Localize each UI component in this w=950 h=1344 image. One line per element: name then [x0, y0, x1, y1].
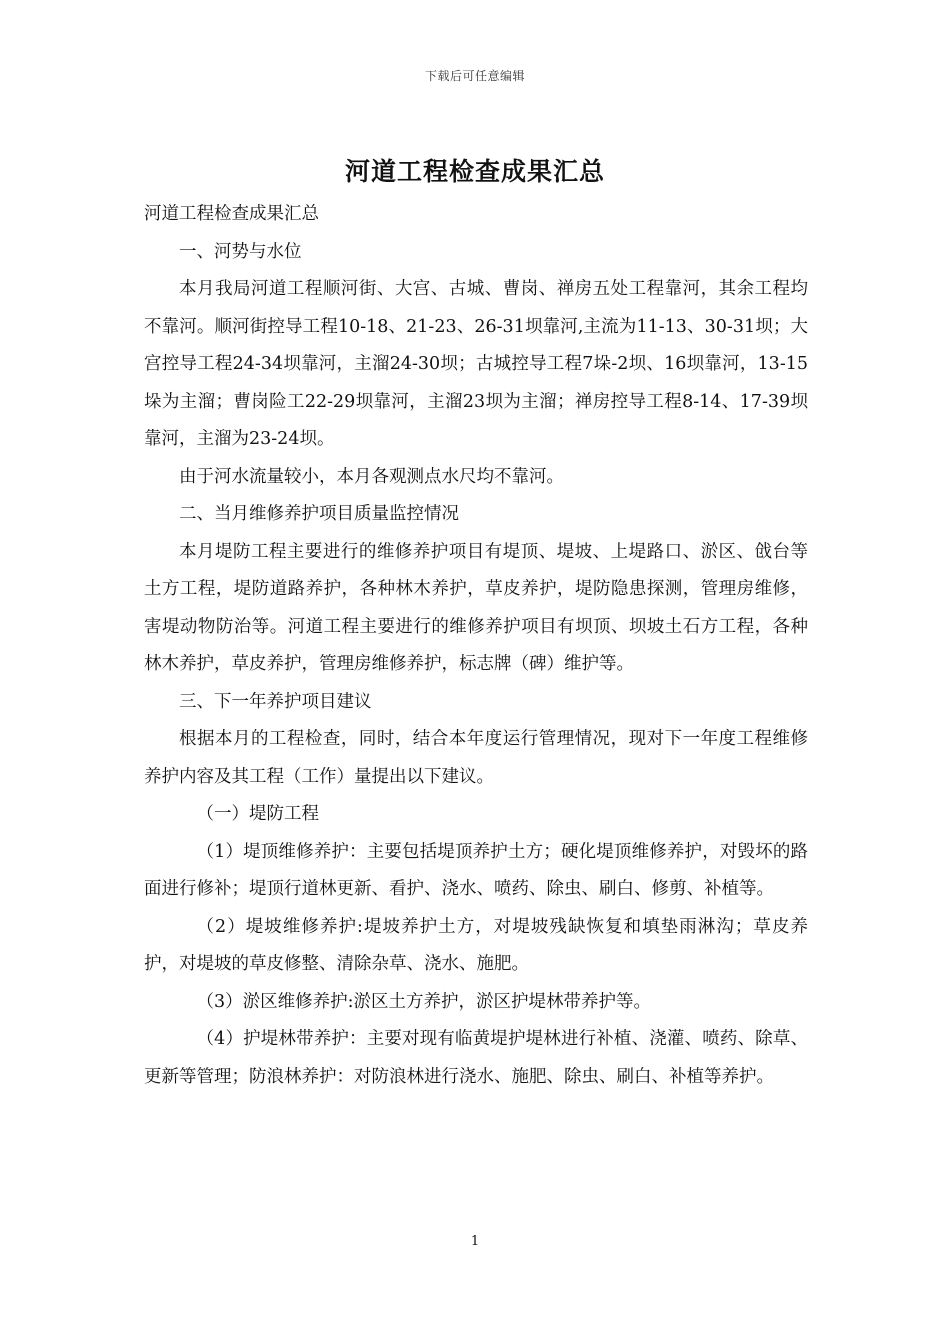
- document-body: [144, 196, 808, 1096]
- list-item: （4）护堤林带养护：主要对现有临黄堤护堤林进行补植、浇灌、喷药、除草、更新等管理；防浪林养护：对防浪林进行浇水、施肥、除虫、刷白、补植等养护。: [144, 1029, 808, 1087]
- list-item: （2）堤坡维修养护:堤坡养护土方，对堤坡残缺恢复和填垫雨淋沟；草皮养护，对堤坡的草皮修整、清除杂草、浇水、施肥。: [144, 916, 808, 974]
- page-number: 1: [470, 1234, 480, 1249]
- section-heading-3: 三、下一年养护项目建议: [179, 691, 372, 712]
- document-title: 河道工程检查成果汇总: [344, 157, 605, 186]
- header-note: 下载后可任意编辑: [424, 69, 525, 83]
- list-item: （3）淤区维修养护:淤区土方养护，淤区护堤林带养护等。: [196, 991, 652, 1012]
- subtitle-paragraph: 河道工程检查成果汇总: [144, 204, 319, 224]
- body-paragraph: 由于河水流量较小，本月各观测点水尺均不靠河。: [179, 466, 564, 487]
- subsection-heading: （一）堤防工程: [196, 804, 319, 824]
- body-paragraph: 本月堤防工程主要进行的维修养护项目有堤顶、堤坡、上堤路口、淤区、戗台等土方工程，堤防道路养护，各种林木养护，草皮养护，堤防隐患探测，管理房维修，害堤动物防治等。河道工程主要进行的维修养护项目有坝顶、坝坡土石方工程，各种林木养护，草皮养护，管理房维修养护，标志牌（碑）维护等。: [144, 541, 808, 674]
- section-heading-2: 二、当月维修养护项目质量监控情况: [179, 504, 459, 524]
- body-paragraph: 根据本月的工程检查，同时，结合本年度运行管理情况，现对下一年度工程维修养护内容及其工程（工作）量提出以下建议。: [144, 729, 808, 787]
- body-paragraph: 本月我局河道工程顺河街、大宫、古城、曹岗、禅房五处工程靠河，其余工程均不靠河。顺河街控导工程10-18、21-23、26-31坝靠河,主流为11-13、30-31坝；大宫控导工程24-34坝靠河，主溜24-30坝；古城控导工程7垛-2坝、16坝靠河，13-15垛为主溜；曹岗险工22-29坝靠河，主溜23坝为主溜；禅房控导工程8-14、17-39坝靠河，主溜为23-24坝。: [144, 279, 808, 449]
- list-item: （1）堤顶维修养护：主要包括堤顶养护土方；硬化堤顶维修养护，对毁坏的路面进行修补；堤顶行道林更新、看护、浇水、喷药、除虫、刷白、修剪、补植等。: [144, 841, 808, 899]
- section-heading-1: 一、河势与水位: [179, 241, 302, 262]
